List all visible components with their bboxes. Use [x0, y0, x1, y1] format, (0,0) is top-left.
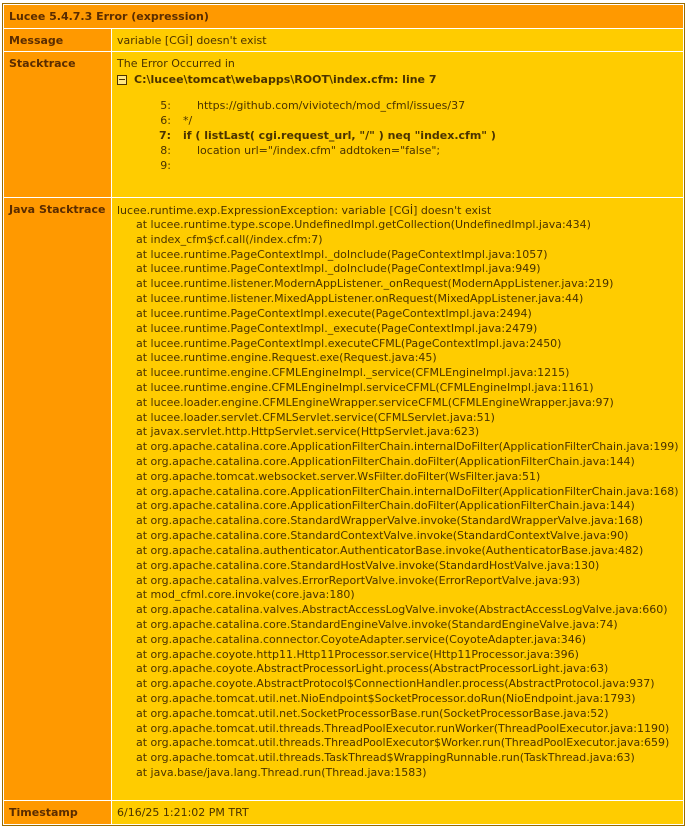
stack-frame: at org.apache.coyote.http11.Http11Processor.service(Http11Processor.java:396) [136, 647, 579, 661]
message-row [4, 29, 683, 51]
stack-frame: at org.apache.catalina.core.StandardHostValve.invoke(StandardHostValve.java:130) [136, 558, 600, 572]
code-line-error [157, 128, 683, 143]
stacktrace-label: Stacktrace [9, 57, 76, 70]
stack-frame: at org.apache.coyote.AbstractProcessorLight.process(AbstractProcessorLight.java:63) [136, 662, 609, 676]
stack-frame: at lucee.runtime.engine.Request.exe(Request.java:45) [136, 351, 437, 365]
code-snippet [117, 98, 683, 173]
java-label-cell [4, 198, 111, 800]
stacktrace-file: C:\lucee\tomcat\webapps\ROOT\index.cfm: line 7 [134, 73, 437, 86]
stack-frame: at org.apache.tomcat.util.net.SocketProcessorBase.run(SocketProcessorBase.java:52) [136, 706, 609, 720]
java-stacktrace-row [4, 198, 683, 800]
stack-frame: at org.apache.catalina.core.StandardContextValve.invoke(StandardContextValve.java:90) [136, 529, 629, 543]
code-line-text: https://github.com/viviotech/mod_cfml/issues/37 [183, 99, 466, 112]
stack-frame: at index_cfm$cf.call(/index.cfm:7) [136, 232, 323, 246]
code-line-number: 6: [160, 114, 171, 127]
stack-frame: at org.apache.tomcat.websocket.server.WsFilter.doFilter(WsFilter.java:51) [136, 469, 541, 483]
code-line-number: 9: [160, 159, 171, 172]
timestamp-row [4, 801, 683, 824]
error-table [2, 3, 685, 826]
stack-frame: at lucee.runtime.PageContextImpl.executeCFML(PageContextImpl.java:2450) [136, 336, 562, 350]
stack-frame: at lucee.runtime.engine.CFMLEngineImpl.serviceCFML(CFMLEngineImpl.java:1161) [136, 380, 594, 394]
stack-frame: at org.apache.tomcat.util.threads.ThreadPoolExecutor$Worker.run(ThreadPoolExecutor.java:659) [136, 736, 670, 750]
code-line-number: 7: [158, 129, 171, 142]
stack-frame: at org.apache.catalina.valves.AbstractAccessLogValve.invoke(AbstractAccessLogValve.java:660) [136, 603, 668, 617]
stack-frame: at lucee.runtime.PageContextImpl._doInclude(PageContextImpl.java:949) [136, 262, 541, 276]
java-exception: lucee.runtime.exp.ExpressionException: variable [CGİ] doesn't exist [117, 204, 492, 217]
stack-frame: at org.apache.catalina.core.StandardWrapperValve.invoke(StandardWrapperValve.java:168) [136, 514, 644, 528]
stacktrace-row [4, 52, 683, 197]
stack-frame: at org.apache.tomcat.util.threads.TaskThread$WrappingRunnable.run(TaskThread.java:63) [136, 751, 635, 765]
stacktrace-value-cell [112, 52, 683, 197]
error-title-cell [4, 5, 683, 28]
stack-frame: at lucee.runtime.listener.MixedAppListener.onRequest(MixedAppListener.java:44) [136, 292, 584, 306]
timestamp-label: Timestamp [9, 806, 78, 819]
stack-frame: at org.apache.catalina.core.ApplicationFilterChain.doFilter(ApplicationFilterChain.java:144) [136, 499, 635, 513]
collapse-toggle-icon[interactable] [117, 75, 127, 85]
stack-frame: at javax.servlet.http.HttpServlet.service(HttpServlet.java:623) [136, 425, 480, 439]
message-label: Message [9, 34, 64, 47]
timestamp-label-cell [4, 801, 111, 824]
stack-frame: at org.apache.catalina.connector.CoyoteAdapter.service(CoyoteAdapter.java:346) [136, 632, 587, 646]
stack-frame: at lucee.loader.servlet.CFMLServlet.service(CFMLServlet.java:51) [136, 410, 495, 424]
error-header-row [4, 5, 683, 28]
stack-frame: at org.apache.catalina.core.ApplicationFilterChain.internalDoFilter(ApplicationFilterChain.java:199) [136, 440, 679, 454]
stack-frame: at org.apache.catalina.core.StandardEngineValve.invoke(StandardEngineValve.java:74) [136, 617, 618, 631]
stack-frame: at lucee.runtime.type.scope.UndefinedImpl.getCollection(UndefinedImpl.java:434) [136, 218, 591, 231]
stack-frame: at org.apache.catalina.authenticator.AuthenticatorBase.invoke(AuthenticatorBase.java:482) [136, 543, 644, 557]
stack-frame: at lucee.runtime.PageContextImpl._execute(PageContextImpl.java:2479) [136, 321, 538, 335]
code-line [157, 98, 683, 113]
message-label-cell [4, 29, 111, 51]
stack-frame: at lucee.runtime.engine.CFMLEngineImpl._service(CFMLEngineImpl.java:1215) [136, 366, 570, 380]
java-stacktrace-label: Java Stacktrace [9, 203, 106, 216]
code-line [157, 113, 683, 128]
message-value: variable [CGİ] doesn't exist [117, 34, 267, 47]
stack-frame: at java.base/java.lang.Thread.run(Thread.java:1583) [136, 766, 427, 780]
stack-frame: at mod_cfml.core.invoke(core.java:180) [136, 588, 355, 602]
code-line-number: 5: [160, 99, 171, 112]
code-line-text: */ [183, 114, 193, 127]
stacktrace-file-line [117, 73, 683, 86]
stack-frame: at org.apache.tomcat.util.net.NioEndpoint$SocketProcessor.doRun(NioEndpoint.java:1793) [136, 692, 636, 705]
java-value-cell [112, 198, 683, 800]
stack-frame: at lucee.runtime.listener.ModernAppListener._onRequest(ModernAppListener.java:219) [136, 277, 614, 291]
timestamp-value-cell [112, 801, 683, 824]
stack-frame: at lucee.runtime.PageContextImpl._doInclude(PageContextImpl.java:1057) [136, 247, 548, 261]
stack-frame: at org.apache.catalina.core.ApplicationFilterChain.internalDoFilter(ApplicationFilterChain.java:168) [136, 484, 679, 498]
stack-frame: at lucee.loader.engine.CFMLEngineWrapper.serviceCFML(CFMLEngineWrapper.java:97) [136, 395, 614, 409]
stack-frame: at org.apache.tomcat.util.threads.ThreadPoolExecutor.runWorker(ThreadPoolExecutor.java:1190) [136, 721, 670, 735]
error-title: Lucee 5.4.7.3 Error (expression) [9, 10, 209, 23]
message-value-cell [112, 29, 683, 51]
stack-frame: at org.apache.catalina.valves.ErrorReportValve.invoke(ErrorReportValve.java:93) [136, 573, 581, 587]
code-line [157, 158, 683, 173]
java-frames-list [117, 218, 683, 781]
stack-frame: at org.apache.catalina.core.ApplicationFilterChain.doFilter(ApplicationFilterChain.java:144) [136, 455, 635, 468]
code-line-text: location url="/index.cfm" addtoken="false"; [183, 144, 441, 157]
code-line-text: if ( listLast( cgi.request_url, "/" ) neq "index.cfm" ) [183, 129, 496, 142]
code-line [157, 143, 683, 158]
timestamp-value: 6/16/25 1:21:02 PM TRT [117, 806, 249, 819]
code-line-number: 8: [160, 144, 171, 157]
stack-frame: at org.apache.coyote.AbstractProtocol$ConnectionHandler.process(AbstractProtocol.java:937) [136, 677, 655, 691]
stack-frame: at lucee.runtime.PageContextImpl.execute(PageContextImpl.java:2494) [136, 306, 532, 320]
stacktrace-label-cell [4, 52, 111, 197]
stacktrace-intro: The Error Occurred in [117, 57, 235, 70]
